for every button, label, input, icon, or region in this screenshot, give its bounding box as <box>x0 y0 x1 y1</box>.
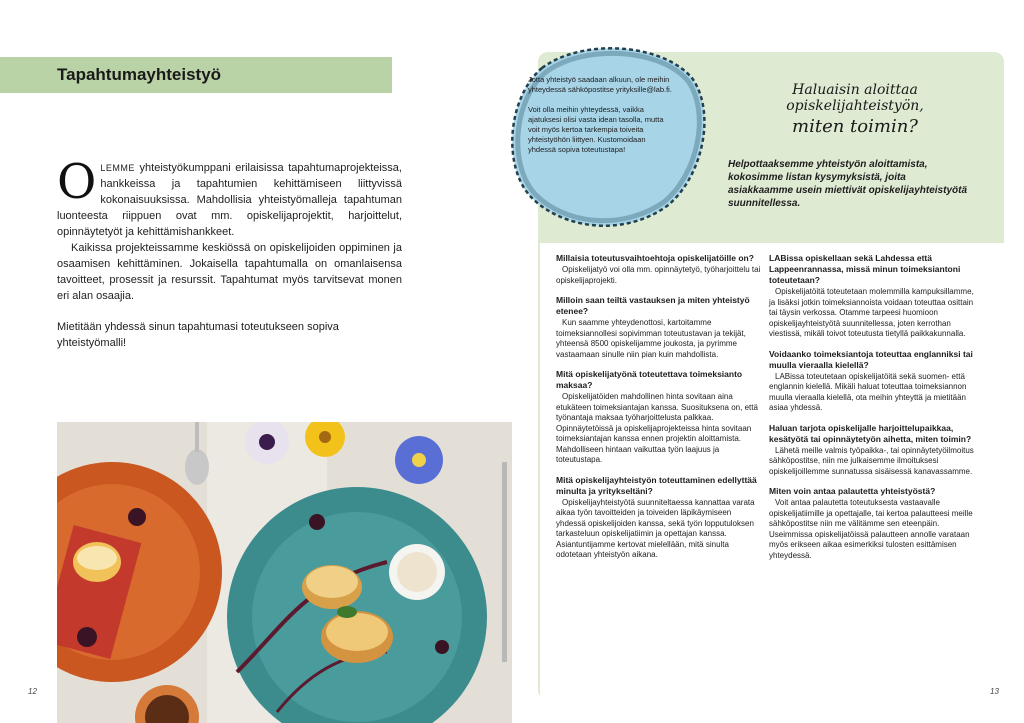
faq-answer: Opiskelijatöiden mahdollinen hinta sovitaan aina etukäteen toimeksiantajan kanssa. Suosituksena on, että työnantaja maksaa työharjoittelusta palkkaa. Opinnäytetöissä ja opiskelijaprojekteissa hinta sovitaan toimeksiantajan kanssa ennen projektin aloittamista. Mahdolliseen hintaan vaikuttaa työn laajuus ja toteutustapa. <box>556 392 758 464</box>
title-bar <box>0 57 392 93</box>
faq-question: Miten voin antaa palautetta yhteistyöstä? <box>769 486 936 496</box>
faq-column-2 <box>769 253 974 570</box>
faq-question: Haluan tarjota opiskelijalle harjoittelupaikkaa, kesätyötä tai opinnäytetyön aihetta, miten toimin? <box>769 422 972 444</box>
food-photo <box>57 422 512 723</box>
faq-answer: Lähetä meille valmis työpaikka-, tai opinnäytetyöilmoitus sähköpostitse, niin me julkaisemme ilmoituksesi opiskelijoillemme sunnatussa sisäisessä kanavassamme. <box>769 445 974 476</box>
blob-paragraph-1: Jotta yhteistyö saadaan alkuun, ole meihin yhteydessä sähköpostitse yrityksille@lab.fi. <box>528 75 672 94</box>
faq-question: Mitä opiskelijayhteistyön toteuttaminen edellyttää minulta ja yritykseltäni? <box>556 474 757 496</box>
page-number-right: 13 <box>990 687 999 696</box>
faq-answer: Opiskelijatyö voi olla mm. opinnäytetyö, työharjoittelu tai opiskelijaprojekti. <box>556 265 761 285</box>
faq-question: Voidaanko toimeksiantoja toteuttaa englanniksi tai muulla vieraalla kielellä? <box>769 348 973 370</box>
faq-answer: Voit antaa palautetta toteutuksesta vastaavalle opiskelijatiimille ja opettajalle, tai kertoa palautteesi meille sähköpostitse niin me välitämme sen eteenpäin. Useimmissa opiskelijatöissä palautteen annolle varataan myös erikseen aikaa esimerkiksi tulosten esittämisen yhteydessä. <box>769 498 973 560</box>
lead-word: LEMME <box>100 163 135 173</box>
faq-answer: Opiskelijatöitä toteutetaan molemmilla kampuksillamme, ja lisäksi jotkin toimeksiannoista voidaan toteuttaa osittain tai täysin verkossa. Otamme tarpeesi huomioon opiskelijayhteistyötä suunnitellessa, joten kerrothan viestissä, mikäli toivot toteutusta tietyllä paikkakunnalla. <box>769 287 974 338</box>
faq-answer: Opiskelijayhteistyötä suunniteltaessa kannattaa varata aikaa työn tavoitteiden ja toiveiden läpikäymiseen yhdessä opiskelijoiden kanssa, sekä työn lopputuloksen tarkasteluun opiskelijatiimin ja opettajan kanssa. Asiantuntijamme kertovat mielellään, mitä sinulta odotetaan yhteistyön aikana. <box>556 497 755 559</box>
intro-text <box>57 154 402 304</box>
faq-answer: LABissa toteutetaan opiskelijatöitä sekä suomen- että englannin kielellä. Mikäli haluat toteuttaa toimeksiannon muulla vieraalla kielellä, ota meihin yhteyttä ja mietitään asiaa yhdessä. <box>769 371 967 412</box>
page-number-left: 12 <box>28 687 37 696</box>
cta-heading-line-2: miten toimin? <box>792 116 918 137</box>
faq-answer: Kun saamme yhteydenottosi, kartoitamme toimeksiannollesi sopivimman toteutustavan ja tekijät, yhteensä 8500 opiskelijamme joukosta, ja pyrimme vastaamaan sinulle niin pian kuin mahdollista. <box>556 318 746 359</box>
faq-question: Millaisia toteutusvaihtoehtoja opiskelijatöille on? <box>556 253 754 263</box>
faq-question: LABissa opiskellaan sekä Lahdessa että Lappeenrannassa, missä minun toimeksiantoni toteutetaan? <box>769 253 961 285</box>
cta-heading <box>730 82 980 137</box>
blob-paragraph-2: Voit olla meihin yhteydessä, vaikka ajatuksesi olisi vasta idean tasolla, mutta voit myös kertoa tarkempia toiveita yhteistyöhön liittyen. Kustomoidaan yhdessä sopiva toteutustapa! <box>528 105 664 154</box>
intro-paragraph-2: Kaikissa projekteissamme keskiössä on opiskelijoiden oppiminen ja osaamisen kehittäminen. Jokaisella tapahtumalla on omanlaisensa tavoitteet, prosessit ja resurssit. Tapahtumat myös tarvitsevat monen eri alan osaajia. <box>57 242 402 302</box>
food-photo-illustration <box>57 422 512 723</box>
cta-lead: Helpottaaksemme yhteistyön aloittamista, kokosimme listan kysymyksistä, joita asiakkaamme usein miettivät opiskelijayhteistyötä suunnitellessa. <box>728 159 967 209</box>
intro-paragraph-1: yhteistyökumppani erilaisissa tapahtumaprojekteissa, hankkeissa ja tapahtumien kehittämiseen liittyvissä kokonaisuuksissa. Mahdollisia yhteistyömalleja tapahtuman luonteesta riippuen ovat mm. opiskelijaprojektit, harjoittelut, opinnäytetyöt ja kehittämishankkeet. <box>57 162 402 238</box>
faq-column-1 <box>556 253 761 570</box>
faq-question: Milloin saan teiltä vastauksen ja miten yhteistyö etenee? <box>556 295 750 316</box>
cta-heading-line-1: Haluaisin aloittaa opiskelijahteistyön, <box>786 82 924 114</box>
faq-question: Mitä opiskelijatyönä toteutettava toimeksianto maksaa? <box>556 369 743 390</box>
page-title: Tapahtumayhteistyö <box>57 65 222 84</box>
closing-paragraph: Mietitään yhdessä sinun tapahtumasi toteutukseen sopiva yhteistyömalli! <box>57 321 339 349</box>
dropcap: O <box>57 154 97 210</box>
contact-blob-text <box>528 75 673 165</box>
